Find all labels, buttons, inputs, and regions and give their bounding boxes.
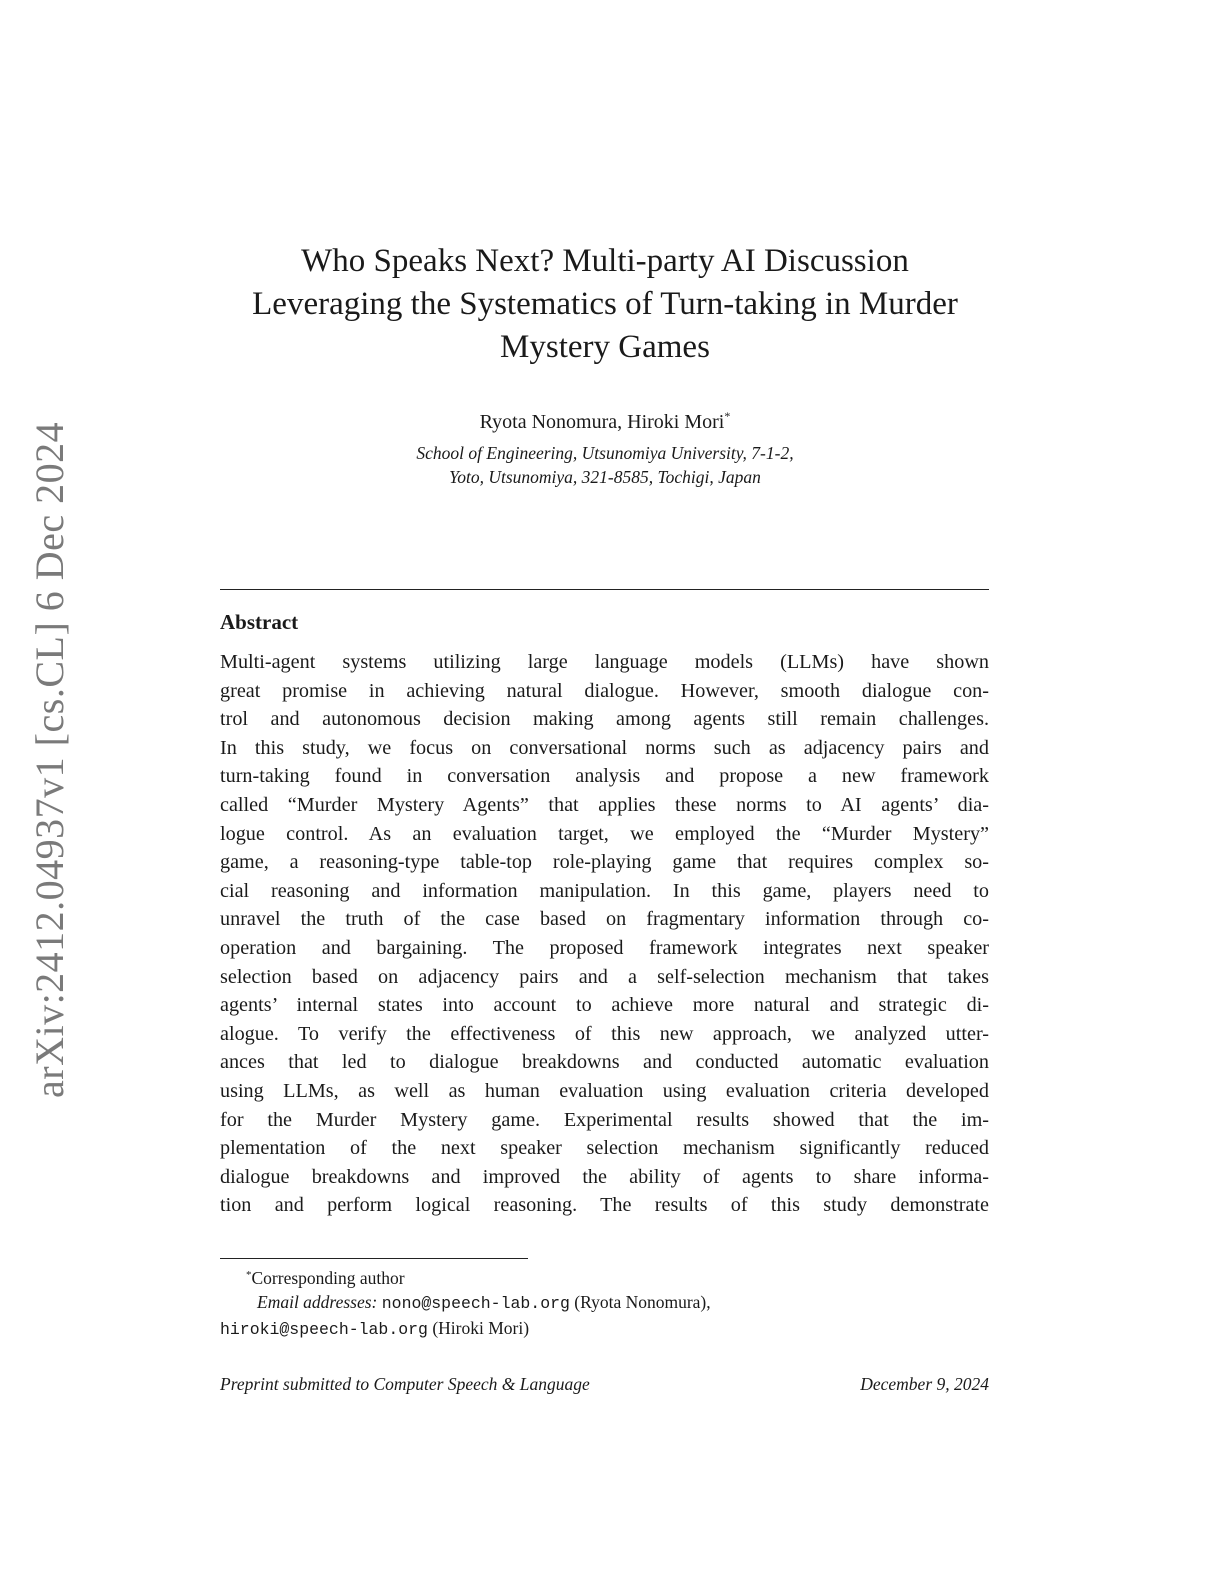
abstract-line: operation and bargaining. The proposed framework integrates next speaker <box>220 936 989 959</box>
email-owner: (Ryota Nonomura), <box>574 1292 711 1312</box>
title-line: Mystery Games <box>500 329 710 365</box>
email-link-mori[interactable]: hiroki@speech-lab.org <box>220 1320 428 1339</box>
abstract-heading: Abstract <box>220 610 299 634</box>
abstract-body <box>220 648 989 1220</box>
author-list <box>200 403 1010 435</box>
abstract-line: trol and autonomous decision making among agents still remain challenges. <box>220 708 989 731</box>
paper-title <box>200 240 1010 369</box>
abstract-line: In this study, we focus on conversational norms such as adjacency pairs and <box>220 736 989 759</box>
abstract-line: great promise in achieving natural dialogue. However, smooth dialogue con- <box>220 679 989 702</box>
abstract-line: game, a reasoning-type table-top role-playing game that requires complex so- <box>220 851 989 874</box>
title-line: Leveraging the Systematics of Turn-taking in Murder <box>252 286 958 322</box>
footnote-corresponding <box>220 1263 1000 1290</box>
preprint-date: December 9, 2024 <box>860 1374 989 1394</box>
corresponding-label: Corresponding author <box>251 1268 405 1288</box>
email-label: Email addresses: <box>257 1292 378 1312</box>
title-line: Who Speaks Next? Multi-party AI Discussion <box>301 243 909 279</box>
abstract-line: cial reasoning and information manipulation. In this game, players need to <box>220 879 989 902</box>
abstract-line: unravel the truth of the case based on fragmentary information through co- <box>220 908 989 931</box>
abstract-line: logue control. As an evaluation target, we employed the “Murder Mystery” <box>220 822 989 845</box>
email-link-nonomura[interactable]: nono@speech-lab.org <box>381 1294 570 1313</box>
author-names: Ryota Nonomura, Hiroki Mori <box>479 411 725 433</box>
affiliation-line: Yoto, Utsunomiya, 321-8585, Tochigi, Japan <box>449 467 761 487</box>
arxiv-identifier-stamp: arXiv:2412.04937v1 [cs.CL] 6 Dec 2024 <box>27 421 72 1098</box>
abstract-line: ances that led to dialogue breakdowns and conducted automatic evaluation <box>220 1051 989 1074</box>
abstract-line: called “Murder Mystery Agents” that applies these norms to AI agents’ dia- <box>220 793 989 816</box>
email-owner: (Hiroki Mori) <box>432 1318 530 1338</box>
abstract-line: Multi-agent systems utilizing large language models (LLMs) have shown <box>220 651 989 673</box>
affiliation-line: School of Engineering, Utsunomiya University, 7-1-2, <box>416 443 794 463</box>
affiliation <box>200 441 1010 489</box>
footnote-rule <box>220 1258 528 1259</box>
abstract-top-rule <box>220 589 989 590</box>
abstract-line: dialogue breakdowns and improved the ability of agents to share informa- <box>220 1165 989 1188</box>
footnote-mark: * <box>246 1269 252 1281</box>
footnote-email-line <box>220 1316 1000 1342</box>
abstract-line: tion and perform logical reasoning. The results of this study demonstrate <box>220 1194 989 1217</box>
corresponding-mark: * <box>724 409 731 423</box>
preprint-note: Preprint submitted to Computer Speech & Language <box>220 1374 590 1394</box>
abstract-line: plementation of the next speaker selection mechanism significantly reduced <box>220 1137 989 1160</box>
footnote-email-line <box>220 1290 1000 1316</box>
abstract-line: using LLMs, as well as human evaluation using evaluation criteria developed <box>220 1079 989 1102</box>
abstract-line: turn-taking found in conversation analysis and propose a new framework <box>220 765 989 788</box>
abstract-line: for the Murder Mystery game. Experimental results showed that the im- <box>220 1108 989 1131</box>
abstract-line: agents’ internal states into account to achieve more natural and strategic di- <box>220 994 989 1017</box>
footnote <box>220 1263 1000 1342</box>
abstract-line: alogue. To verify the effectiveness of this new approach, we analyzed utter- <box>220 1022 989 1045</box>
abstract-line: selection based on adjacency pairs and a self-selection mechanism that takes <box>220 965 989 988</box>
